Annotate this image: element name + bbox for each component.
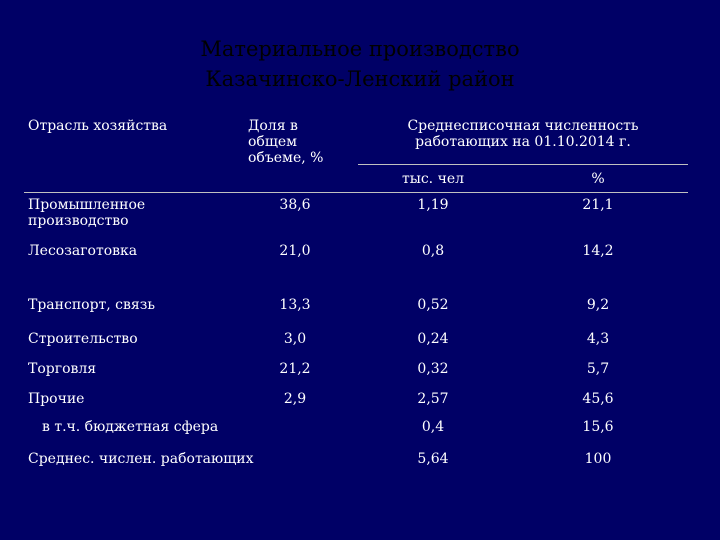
total-row-label: Среднес. числен. работающих [28, 451, 254, 467]
table-row [24, 193, 688, 239]
table-row [24, 327, 688, 357]
slide-title [0, 34, 720, 94]
sub-row-percent: 15,6 [582, 419, 614, 435]
row-share: 21,2 [279, 361, 311, 377]
row-percent: 9,2 [586, 297, 610, 313]
row-percent: 14,2 [582, 243, 614, 259]
total-row-thousand: 5,64 [417, 451, 449, 467]
header-percent-label: % [591, 171, 605, 187]
header-percent [508, 165, 688, 193]
table-row [24, 357, 688, 387]
data-table [24, 108, 688, 477]
row-sector [24, 193, 232, 239]
header-thousand-label: тыс. чел [401, 171, 465, 187]
table-header-row [24, 108, 688, 165]
row-share: 21,0 [279, 243, 311, 259]
table-row [24, 293, 688, 327]
row-thousand: 0,24 [417, 331, 449, 347]
row-share: 3,0 [283, 331, 307, 347]
row-sector: Торговля [28, 361, 97, 377]
header-sector [24, 108, 232, 193]
table-total-row [24, 447, 688, 477]
row-share: 2,9 [283, 391, 307, 407]
row-percent: 4,3 [586, 331, 610, 347]
row-percent: 5,7 [586, 361, 610, 377]
title-line-1: Материальное производство [200, 37, 520, 61]
header-thousand [358, 165, 508, 193]
row-thousand: 1,19 [417, 197, 449, 213]
row-thousand: 0,52 [417, 297, 449, 313]
row-sector: Лесозаготовка [28, 243, 138, 259]
sub-row-label: в т.ч. бюджетная сфера [42, 419, 219, 435]
title-line-2: Казачинско-Ленский район [205, 67, 515, 91]
row-thousand: 0,32 [417, 361, 449, 377]
header-share-line-1: Доля в [248, 118, 298, 134]
table-row [24, 239, 688, 293]
table-row [24, 387, 688, 415]
header-employees-line-1: Среднесписочная численность [407, 118, 639, 134]
row-sector: Транспорт, связь [28, 297, 155, 313]
header-employees-line-2: работающих на 01.10.2014 г. [415, 134, 631, 150]
sub-row-thousand: 0,4 [421, 419, 445, 435]
header-employees [358, 108, 688, 165]
header-share [232, 108, 358, 193]
row-percent: 21,1 [582, 197, 614, 213]
row-thousand: 0,8 [421, 243, 445, 259]
row-sector: Строительство [28, 331, 138, 347]
row-thousand: 2,57 [417, 391, 449, 407]
header-share-line-3: объеме, % [248, 150, 324, 166]
total-row-percent: 100 [584, 451, 612, 467]
row-percent: 45,6 [582, 391, 614, 407]
row-sector: Прочие [28, 391, 85, 407]
row-sector-line-1: Промышленное [28, 197, 146, 213]
table-sub-row [24, 415, 688, 447]
header-sector-label: Отрасль хозяйства [28, 118, 168, 134]
data-table-container [24, 108, 688, 523]
row-share: 38,6 [279, 197, 311, 213]
header-share-line-2: общем [248, 134, 298, 150]
row-share: 13,3 [279, 297, 311, 313]
row-sector-line-2: производство [28, 213, 129, 229]
